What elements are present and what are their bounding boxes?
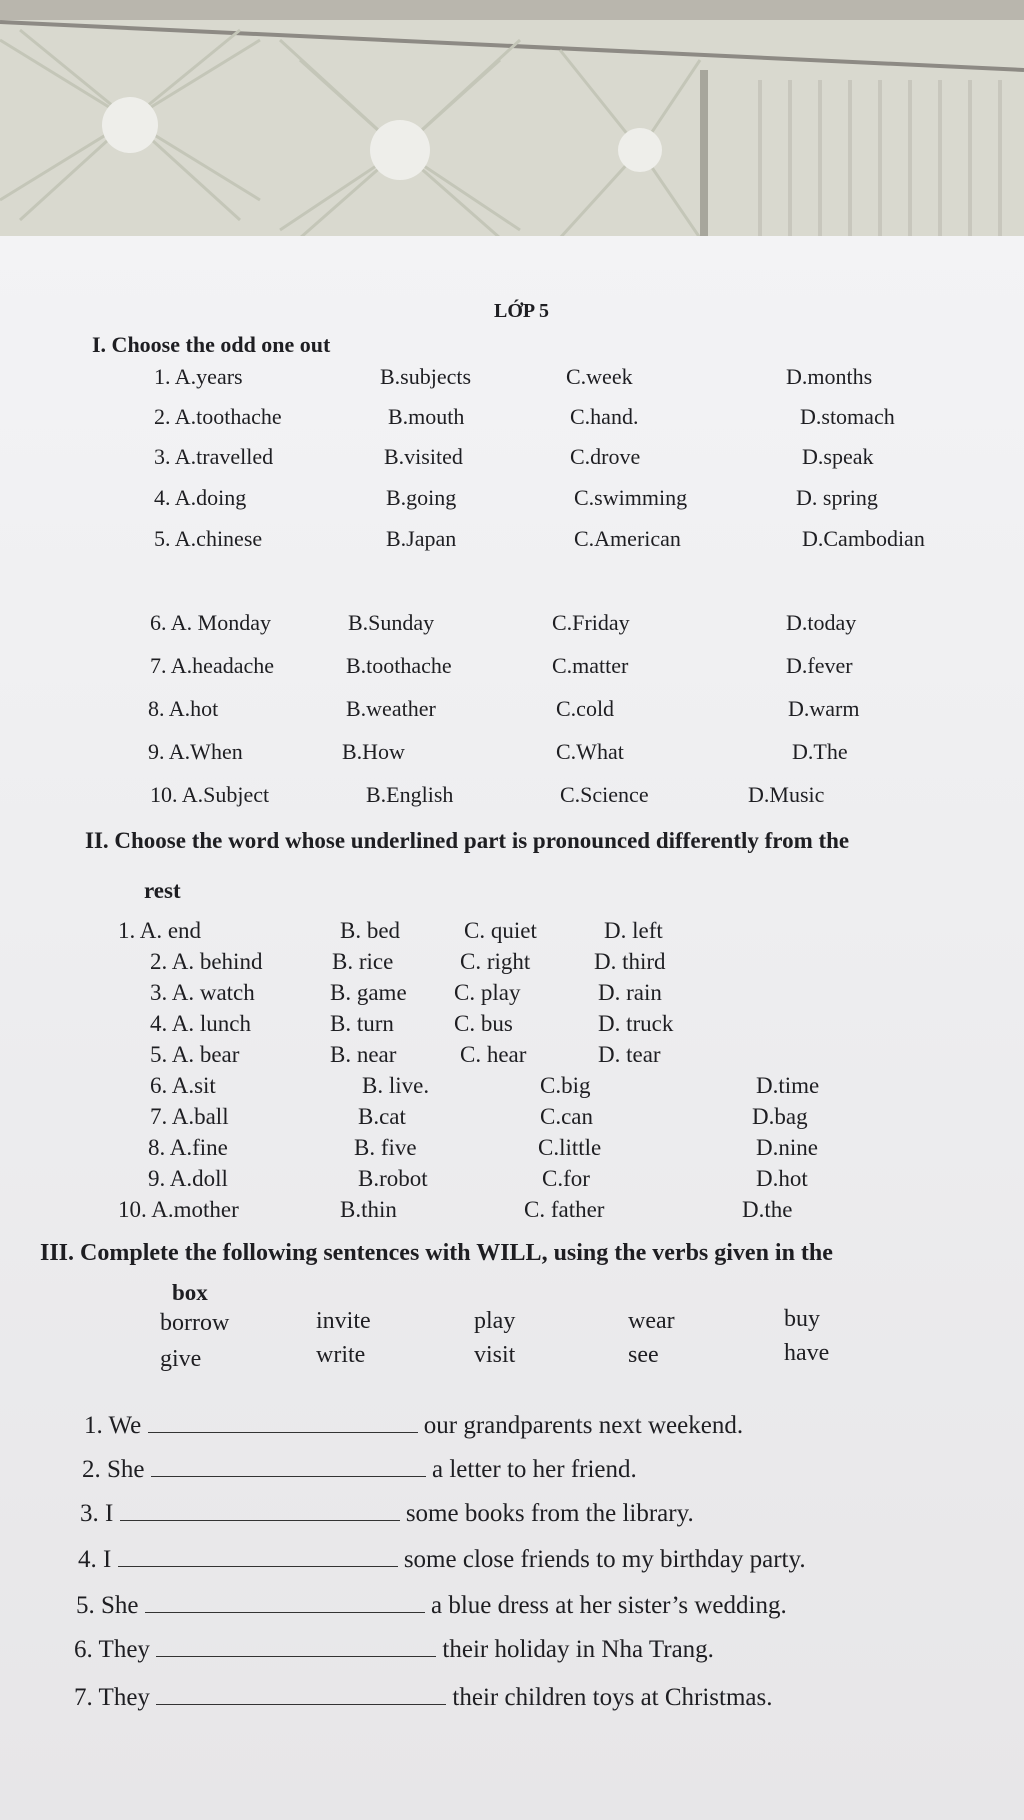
- question-option-b[interactable]: B.visited: [384, 444, 463, 469]
- question-option-a[interactable]: 8. A.fine: [148, 1135, 228, 1160]
- question-option-c[interactable]: C. right: [460, 949, 531, 974]
- answer-blank[interactable]: [118, 1546, 398, 1567]
- question-option-a[interactable]: 5. A. bear: [150, 1042, 240, 1067]
- sentence-start: 6. They: [74, 1636, 150, 1663]
- question-option-a[interactable]: 1. A.years: [154, 364, 243, 389]
- question-option-d[interactable]: D. rain: [598, 980, 662, 1005]
- verb-box-word: buy: [784, 1306, 820, 1332]
- question-option-c[interactable]: C.matter: [552, 653, 629, 678]
- verb-box-word: see: [628, 1342, 659, 1368]
- question-option-c[interactable]: C.week: [566, 364, 633, 389]
- verb-box-word: give: [160, 1346, 202, 1372]
- question-option-c[interactable]: C.for: [542, 1166, 590, 1191]
- section2-heading: II. Choose the word whose underlined part is pronounced differently from the: [85, 828, 850, 853]
- question-option-c[interactable]: C. play: [454, 980, 521, 1005]
- sentence-7: [74, 1684, 773, 1712]
- question-option-b[interactable]: B.How: [342, 739, 405, 764]
- answer-blank[interactable]: [156, 1636, 436, 1657]
- answer-blank[interactable]: [120, 1500, 400, 1521]
- sentence-4: [78, 1546, 806, 1574]
- question-option-a[interactable]: 3. A.travelled: [154, 444, 274, 469]
- question-option-a[interactable]: 5. A.chinese: [154, 526, 263, 551]
- question-option-c[interactable]: C. father: [524, 1197, 605, 1222]
- verb-box-word: wear: [628, 1308, 675, 1334]
- question-option-c[interactable]: C.little: [538, 1135, 602, 1160]
- sentence-end: their children toys at Christmas.: [452, 1684, 773, 1711]
- question-option-b[interactable]: B.Sunday: [348, 610, 435, 635]
- tile-pattern-graphic: [0, 0, 1024, 238]
- answer-blank[interactable]: [145, 1592, 425, 1613]
- question-option-a[interactable]: 6. A. Monday: [150, 610, 271, 635]
- answer-blank[interactable]: [156, 1684, 446, 1705]
- verb-box-word: play: [474, 1308, 516, 1334]
- question-option-d[interactable]: D.time: [756, 1073, 820, 1098]
- question-option-d[interactable]: D. tear: [598, 1042, 661, 1067]
- question-option-d[interactable]: D.stomach: [800, 404, 895, 429]
- question-option-c[interactable]: C.swimming: [574, 485, 688, 510]
- question-option-a[interactable]: 3. A. watch: [150, 980, 255, 1005]
- question-option-a[interactable]: 1. A. end: [118, 918, 202, 943]
- question-option-b[interactable]: B.Japan: [386, 526, 457, 551]
- sentence-start: 7. They: [74, 1684, 150, 1711]
- question-option-c[interactable]: C.Science: [560, 782, 649, 807]
- question-option-d[interactable]: D.speak: [802, 444, 874, 469]
- sentence-start: 1. We: [84, 1412, 142, 1439]
- question-option-b[interactable]: B.thin: [340, 1197, 397, 1222]
- question-option-c[interactable]: C.What: [556, 739, 624, 764]
- question-option-a[interactable]: 9. A.When: [148, 739, 243, 764]
- question-option-d[interactable]: D.warm: [788, 696, 860, 721]
- question-option-b[interactable]: B.going: [386, 485, 457, 510]
- question-option-d[interactable]: D. spring: [796, 485, 878, 510]
- question-option-c[interactable]: C.American: [574, 526, 681, 551]
- question-option-b[interactable]: B. near: [330, 1042, 397, 1067]
- question-option-d[interactable]: D. third: [594, 949, 666, 974]
- question-option-d[interactable]: D. truck: [598, 1011, 674, 1036]
- sentence-2: [82, 1456, 637, 1484]
- question-option-c[interactable]: C.can: [540, 1104, 594, 1129]
- question-option-a[interactable]: 9. A.doll: [148, 1166, 228, 1191]
- question-option-c[interactable]: C.drove: [570, 444, 641, 469]
- verb-box-word: invite: [316, 1308, 371, 1334]
- question-option-d[interactable]: D.bag: [752, 1104, 808, 1129]
- question-option-a[interactable]: 4. A.doing: [154, 485, 247, 510]
- verb-box-word: borrow: [160, 1310, 230, 1336]
- question-option-d[interactable]: D. left: [604, 918, 663, 943]
- question-option-b[interactable]: B. live.: [362, 1073, 430, 1098]
- question-option-b[interactable]: B. turn: [330, 1011, 394, 1036]
- sentence-end: their holiday in Nha Trang.: [442, 1636, 714, 1663]
- verb-box-word: have: [784, 1340, 830, 1366]
- question-option-b[interactable]: B.robot: [358, 1166, 428, 1191]
- page-title: LỚP 5: [494, 300, 550, 322]
- question-option-b[interactable]: B. game: [330, 980, 407, 1005]
- question-option-d[interactable]: D.Music: [748, 782, 825, 807]
- question-option-c[interactable]: C. quiet: [464, 918, 537, 943]
- section3-heading: III. Complete the following sentences with WILL, using the verbs given in the: [40, 1240, 833, 1266]
- answer-blank[interactable]: [148, 1412, 418, 1433]
- section2-heading-continued: rest: [144, 878, 181, 903]
- sentence-start: 4. I: [78, 1546, 112, 1573]
- sentence-start: 2. She: [82, 1456, 145, 1483]
- question-option-d[interactable]: D.the: [742, 1197, 793, 1222]
- question-option-b[interactable]: B.cat: [358, 1104, 406, 1129]
- question-option-b[interactable]: B.subjects: [380, 364, 472, 389]
- question-option-d[interactable]: D.Cambodian: [802, 526, 925, 551]
- question-option-b[interactable]: B.toothache: [346, 653, 452, 678]
- question-option-a[interactable]: 8. A.hot: [148, 696, 219, 721]
- question-option-a[interactable]: 2. A.toothache: [154, 404, 282, 429]
- answer-blank[interactable]: [151, 1456, 426, 1477]
- sentence-5: [76, 1592, 787, 1620]
- question-option-a[interactable]: 10. A.mother: [118, 1197, 239, 1222]
- sentence-end: a letter to her friend.: [432, 1456, 637, 1483]
- question-option-c[interactable]: C. hear: [460, 1042, 527, 1067]
- sentence-end: our grandparents next weekend.: [423, 1412, 744, 1439]
- verb-box-word: write: [316, 1342, 366, 1368]
- verb-box-word: visit: [474, 1342, 516, 1368]
- question-option-d[interactable]: D.hot: [756, 1166, 808, 1191]
- question-option-a[interactable]: 7. A.headache: [150, 653, 274, 678]
- question-option-c[interactable]: C.Friday: [552, 610, 630, 635]
- question-option-a[interactable]: 2. A. behind: [150, 949, 263, 974]
- question-option-b[interactable]: B. five: [354, 1135, 417, 1160]
- background-tile-wall: [0, 0, 1024, 238]
- question-option-d[interactable]: D.nine: [756, 1135, 818, 1160]
- question-option-d[interactable]: D.The: [792, 739, 848, 764]
- question-option-a[interactable]: 10. A.Subject: [150, 782, 270, 807]
- question-option-d[interactable]: D.months: [786, 364, 873, 389]
- sentence-end: a blue dress at her sister’s wedding.: [431, 1592, 787, 1619]
- question-option-c[interactable]: C.big: [540, 1073, 591, 1098]
- question-option-c[interactable]: C. bus: [454, 1011, 513, 1036]
- section1-heading: I. Choose the odd one out: [92, 332, 331, 357]
- sentence-end: some books from the library.: [405, 1500, 694, 1527]
- question-option-d[interactable]: D.fever: [786, 653, 853, 678]
- question-option-c[interactable]: C.hand.: [570, 404, 639, 429]
- question-option-d[interactable]: D.today: [786, 610, 857, 635]
- sentence-start: 5. She: [76, 1592, 139, 1619]
- sentence-3: [80, 1500, 694, 1528]
- question-option-b[interactable]: B.mouth: [388, 404, 465, 429]
- question-option-b[interactable]: B. rice: [332, 949, 394, 974]
- question-option-b[interactable]: B.weather: [346, 696, 436, 721]
- question-option-c[interactable]: C.cold: [556, 696, 615, 721]
- sentence-1: [84, 1412, 743, 1440]
- sentence-start: 3. I: [80, 1500, 114, 1527]
- sentence-end: some close friends to my birthday party.: [403, 1546, 806, 1573]
- section3-heading-continued: box: [172, 1280, 208, 1305]
- sentence-6: [74, 1636, 714, 1664]
- question-option-a[interactable]: 6. A.sit: [150, 1073, 216, 1098]
- question-option-b[interactable]: B.English: [366, 782, 454, 807]
- question-option-b[interactable]: B. bed: [340, 918, 401, 943]
- question-option-a[interactable]: 7. A.ball: [150, 1104, 229, 1129]
- question-option-a[interactable]: 4. A. lunch: [150, 1011, 251, 1036]
